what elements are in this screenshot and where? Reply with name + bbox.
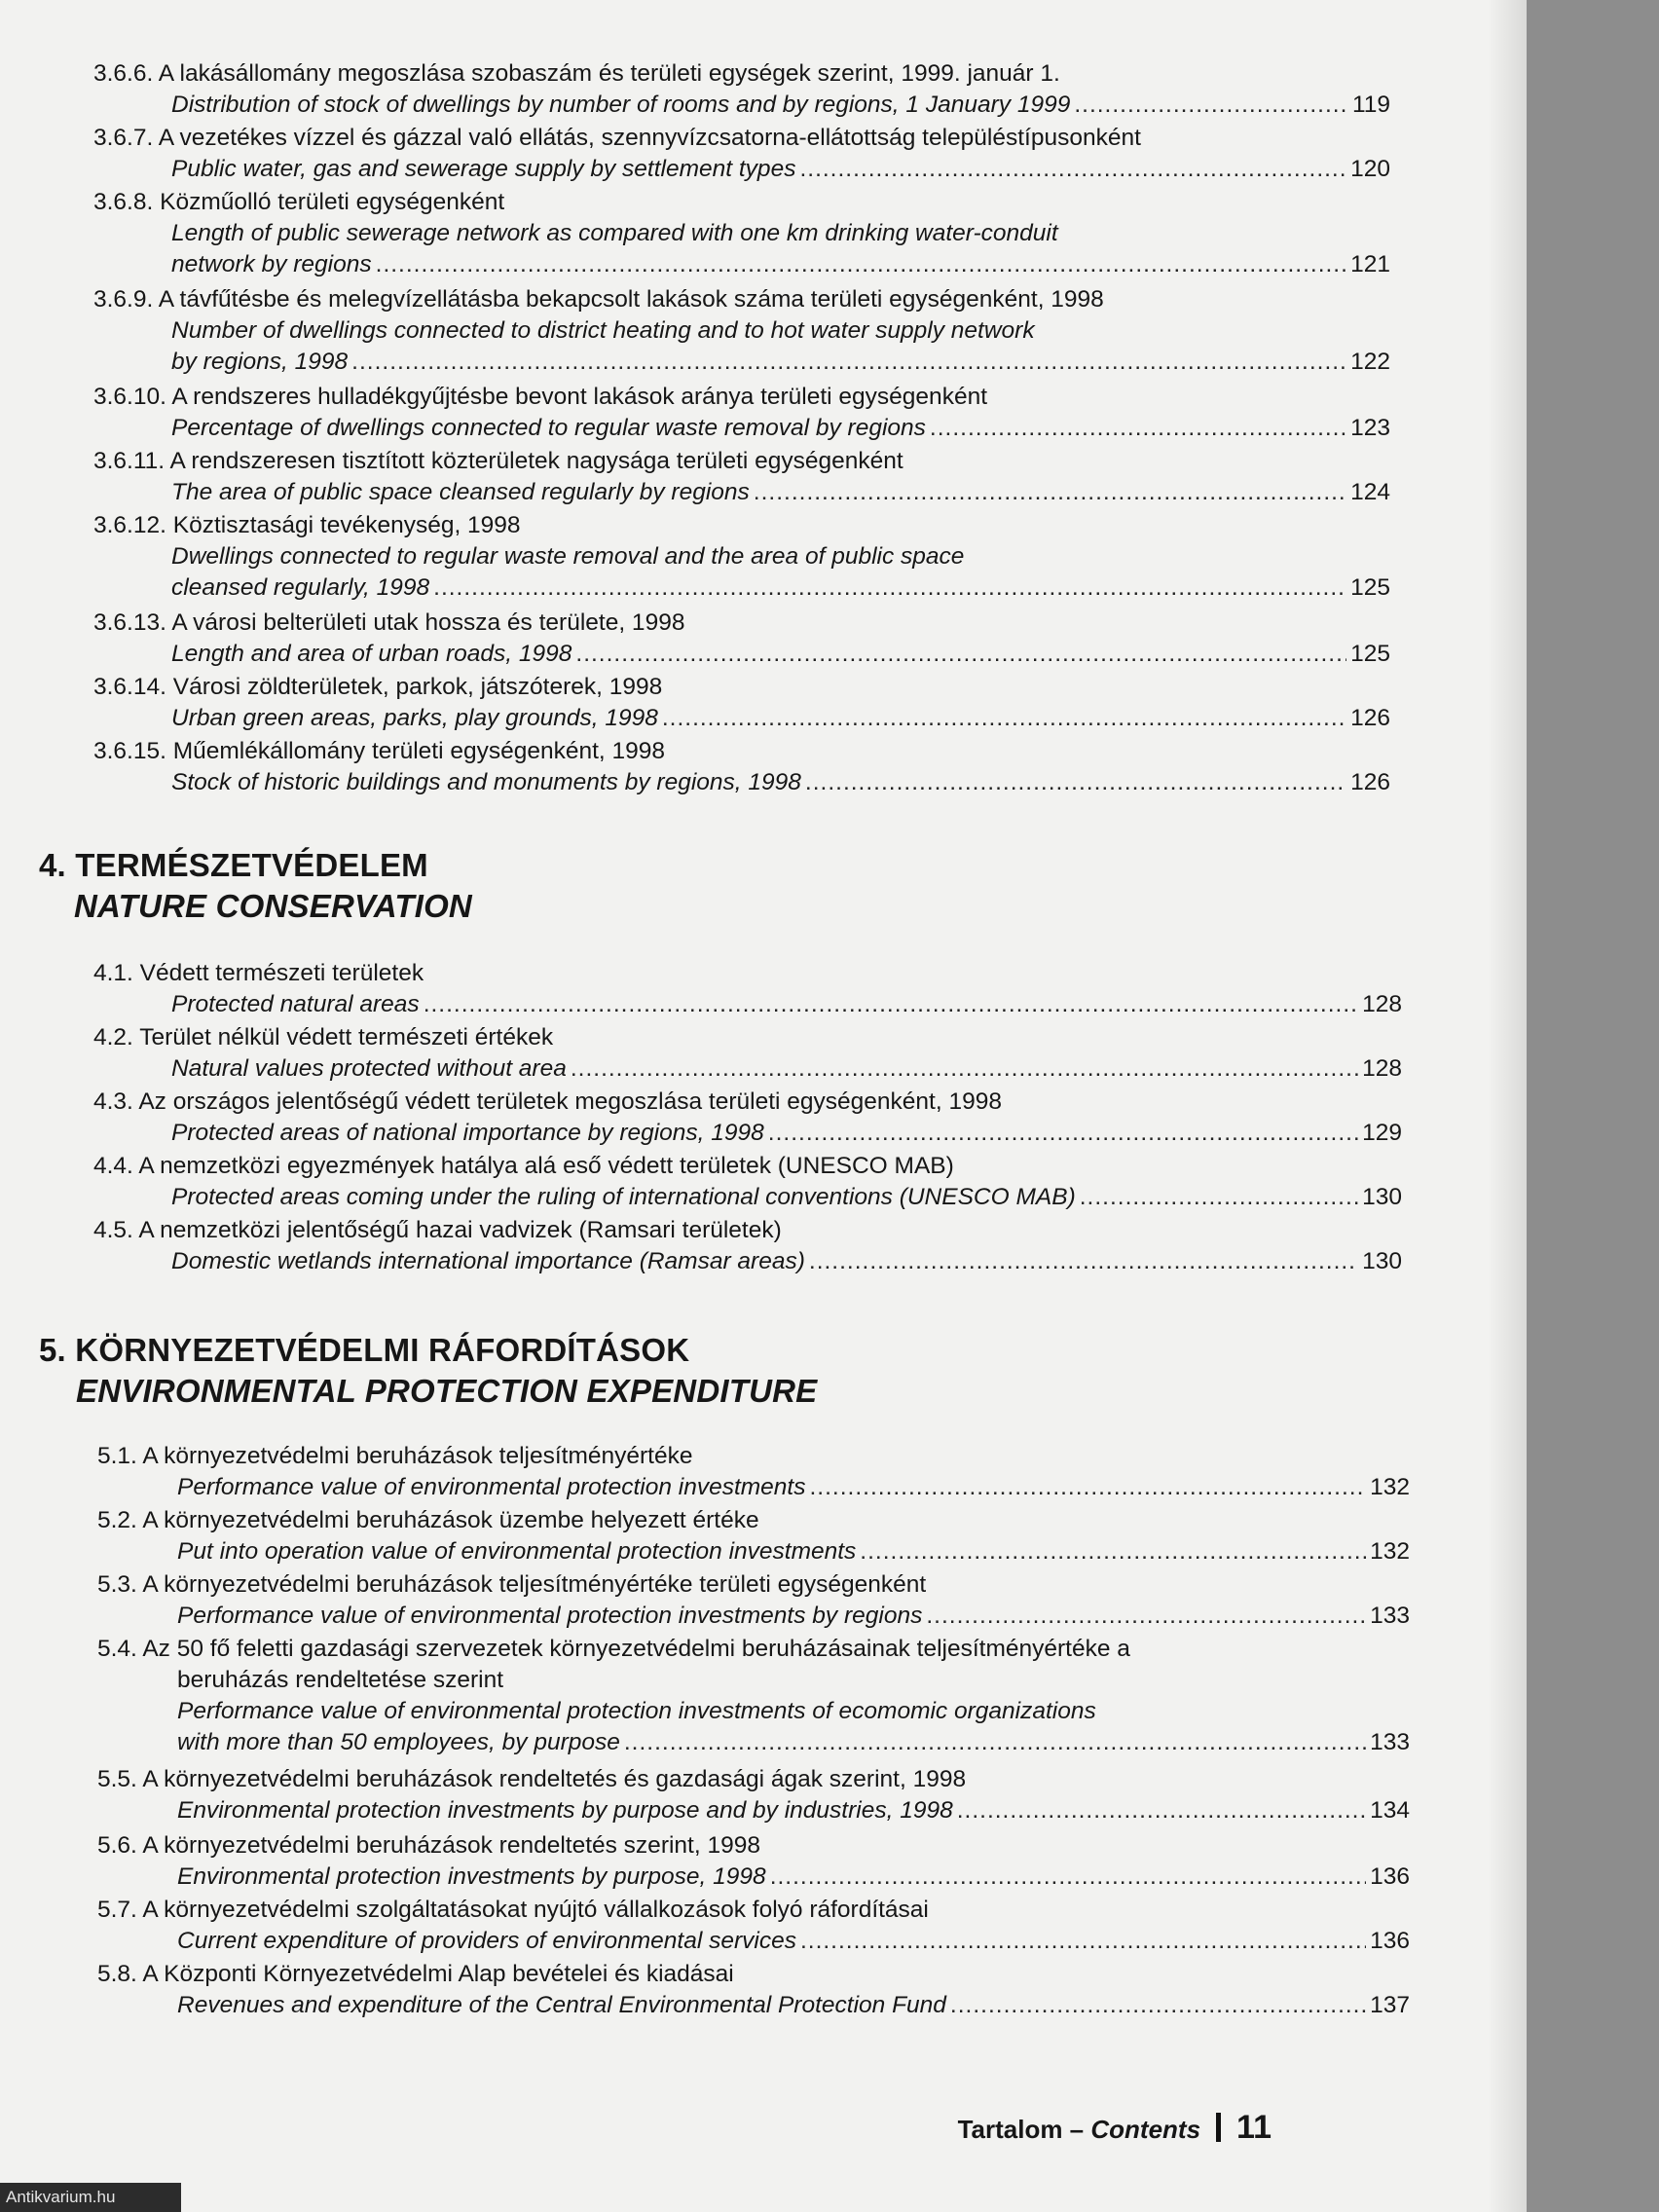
entry-title-hu: 3.6.13. A városi belterületi utak hossza és területe, 1998 (93, 609, 685, 636)
toc-entry-3-6-8 (93, 187, 1390, 280)
entry-title-hu-cont: beruházás rendeltetése szerint (177, 1667, 504, 1693)
toc-entry-4-3 (93, 1087, 1402, 1149)
page-number: 133 (1370, 1603, 1410, 1629)
chapter-heading-5 (39, 1330, 817, 1412)
entry-title-en: Number of dwellings connected to district heating and to hot water supply network (171, 317, 1035, 344)
toc-entry-5-7 (97, 1895, 1410, 1957)
entry-title-hu: 3.6.14. Városi zöldterületek, parkok, játszóterek, 1998 (93, 674, 663, 700)
toc-entry-5-8 (97, 1959, 1410, 2021)
toc-entry-4-2 (93, 1022, 1402, 1085)
entry-title-en: Percentage of dwellings connected to regular waste removal by regions (171, 415, 926, 441)
toc-entry-5-6 (97, 1830, 1410, 1893)
entry-title-hu: 5.7. A környezetvédelmi szolgáltatásokat nyújtó vállalkozások folyó ráfordításai (97, 1897, 929, 1923)
page-number: 121 (1350, 251, 1390, 277)
entry-title-en: Domestic wetlands international importance (Ramsar areas) (171, 1248, 805, 1274)
entry-title-en: Current expenditure of providers of environmental services (177, 1928, 796, 1954)
page-number: 136 (1370, 1863, 1410, 1890)
entry-title-en: Protected areas coming under the ruling of international conventions (UNESCO MAB) (171, 1184, 1076, 1210)
chapter-title-hu: 4. TERMÉSZETVÉDELEM (39, 847, 428, 883)
entry-title-en-cont: with more than 50 employees, by purpose (177, 1729, 620, 1755)
footer-page-number: 11 (1236, 2109, 1272, 2146)
entry-title-hu: 5.2. A környezetvédelmi beruházások üzembe helyezett értéke (97, 1507, 759, 1533)
entry-title-hu: 3.6.11. A rendszeresen tisztított közterületek nagysága területi egységenként (93, 448, 903, 474)
toc-entry-3-6-13 (93, 608, 1390, 670)
page-number: 128 (1362, 991, 1402, 1017)
entry-title-en: Performance value of environmental protection investments (177, 1474, 806, 1500)
entry-title-en: Environmental protection investments by purpose and by industries, 1998 (177, 1797, 953, 1824)
page-number: 125 (1350, 574, 1390, 601)
chapter-title-en: ENVIRONMENTAL PROTECTION EXPENDITURE (76, 1373, 818, 1409)
page-footer (958, 2109, 1272, 2147)
toc-entry-4-4 (93, 1151, 1402, 1213)
entry-title-hu: 5.4. Az 50 fő feletti gazdasági szervezetek környezetvédelmi beruházásainak teljesítményértéke a (97, 1636, 1130, 1662)
page-number: 122 (1350, 349, 1390, 375)
entry-title-hu: 5.5. A környezetvédelmi beruházások rendeltetés és gazdasági ágak szerint, 1998 (97, 1766, 967, 1792)
entry-title-en: Stock of historic buildings and monuments by regions, 1998 (171, 769, 801, 795)
toc-entry-5-1 (97, 1441, 1410, 1503)
page-number: 129 (1362, 1120, 1402, 1146)
entry-title-en: The area of public space cleansed regularly by regions (171, 479, 750, 505)
entry-title-en: Put into operation value of environmental protection investments (177, 1538, 857, 1565)
toc-entry-3-6-14 (93, 672, 1390, 734)
entry-title-en-cont: by regions, 1998 (171, 349, 349, 375)
toc-entry-5-4 (97, 1634, 1410, 1758)
toc-entry-4-1 (93, 958, 1402, 1020)
toc-entry-3-6-10 (93, 382, 1390, 444)
entry-title-en: Length of public sewerage network as compared with one km drinking water-conduit (171, 220, 1058, 246)
entry-title-en-cont: network by regions (171, 251, 372, 277)
entry-title-hu: 4.2. Terület nélkül védett természeti értékek (93, 1024, 554, 1051)
page-number: 134 (1370, 1797, 1410, 1824)
entry-title-hu: 3.6.6. A lakásállomány megoszlása szobaszám és területi egységek szerint, 1999. január 1. (93, 60, 1060, 87)
page-number: 130 (1362, 1248, 1402, 1274)
entry-title-en: Environmental protection investments by purpose, 1998 (177, 1863, 766, 1890)
page-number: 120 (1350, 156, 1390, 182)
entry-title-en: Length and area of urban roads, 1998 (171, 641, 572, 667)
entry-title-en: Urban green areas, parks, play grounds, 1998 (171, 705, 658, 731)
page-number: 125 (1350, 641, 1390, 667)
page-number: 124 (1350, 479, 1390, 505)
entry-title-en: Natural values protected without area (171, 1055, 567, 1082)
entry-title-hu: 3.6.8. Közműolló területi egységenként (93, 189, 505, 215)
toc-entry-5-5 (97, 1764, 1410, 1826)
page-number: 123 (1350, 415, 1390, 441)
page-number: 136 (1370, 1928, 1410, 1954)
entry-title-hu: 4.4. A nemzetközi egyezmények hatálya alá eső védett területek (UNESCO MAB) (93, 1153, 954, 1179)
toc-entry-3-6-12 (93, 510, 1390, 604)
page-number: 126 (1350, 769, 1390, 795)
entry-title-en: Dwellings connected to regular waste removal and the area of public space (171, 543, 965, 570)
footer-label-en: Contents (1090, 2115, 1201, 2144)
toc-entry-3-6-11 (93, 446, 1390, 508)
chapter-title-hu: 5. KÖRNYEZETVÉDELMI RÁFORDÍTÁSOK (39, 1332, 690, 1368)
page-number: 130 (1362, 1184, 1402, 1210)
entry-title-en: Revenues and expenditure of the Central Environmental Protection Fund (177, 1992, 946, 2018)
toc-entry-5-2 (97, 1505, 1410, 1567)
entry-title-en: Performance value of environmental protection investments of ecomomic organizations (177, 1698, 1096, 1724)
entry-title-hu: 4.3. Az országos jelentőségű védett területek megoszlása területi egységenként, 1998 (93, 1088, 1002, 1115)
entry-title-en: Protected natural areas (171, 991, 420, 1017)
entry-title-hu: 4.5. A nemzetközi jelentőségű hazai vadvizek (Ramsari területek) (93, 1217, 782, 1243)
entry-title-hu: 3.6.7. A vezetékes vízzel és gázzal való ellátás, szennyvízcsatorna-ellátottság településtípusonként (93, 125, 1141, 151)
toc-entry-3-6-6 (93, 58, 1390, 121)
toc-entry-3-6-15 (93, 736, 1390, 798)
page-number: 137 (1370, 1992, 1410, 2018)
entry-title-en: Performance value of environmental protection investments by regions (177, 1603, 923, 1629)
page-number: 119 (1351, 92, 1390, 118)
footer-divider (1216, 2113, 1221, 2142)
toc-entry-4-5 (93, 1215, 1402, 1277)
watermark: Antikvarium.hu (0, 2183, 181, 2212)
entry-title-en: Distribution of stock of dwellings by number of rooms and by regions, 1 January 1999 (171, 92, 1071, 118)
page-number: 132 (1370, 1538, 1410, 1565)
page-number: 133 (1370, 1729, 1410, 1755)
page-number: 132 (1370, 1474, 1410, 1500)
page-number: 126 (1350, 705, 1390, 731)
toc-entry-3-6-7 (93, 123, 1390, 185)
entry-title-en: Protected areas of national importance by regions, 1998 (171, 1120, 764, 1146)
entry-title-hu: 5.8. A Központi Környezetvédelmi Alap bevételei és kiadásai (97, 1961, 734, 1987)
entry-title-en-cont: cleansed regularly, 1998 (171, 574, 430, 601)
entry-title-hu: 5.6. A környezetvédelmi beruházások rendeltetés szerint, 1998 (97, 1832, 760, 1859)
entry-title-hu: 3.6.9. A távfűtésbe és melegvízellátásba bekapcsolt lakások száma területi egységenként, 1998 (93, 286, 1104, 313)
footer-label-hu: Tartalom – (957, 2115, 1085, 2144)
entry-title-hu: 4.1. Védett természeti területek (93, 960, 424, 986)
entry-title-en: Public water, gas and sewerage supply by settlement types (171, 156, 796, 182)
toc-entry-5-3 (97, 1569, 1410, 1632)
page-number: 128 (1362, 1055, 1402, 1082)
toc-entry-3-6-9 (93, 284, 1390, 378)
entry-title-hu: 5.3. A környezetvédelmi beruházások teljesítményértéke területi egységenként (97, 1571, 927, 1598)
entry-title-hu: 3.6.10. A rendszeres hulladékgyűjtésbe bevont lakások aránya területi egységenként (93, 384, 987, 410)
entry-title-hu: 3.6.12. Köztisztasági tevékenység, 1998 (93, 512, 521, 538)
entry-title-hu: 5.1. A környezetvédelmi beruházások teljesítményértéke (97, 1443, 693, 1469)
chapter-heading-4 (39, 845, 472, 927)
entry-title-hu: 3.6.15. Műemlékállomány területi egységenként, 1998 (93, 738, 665, 764)
chapter-title-en: NATURE CONSERVATION (74, 888, 472, 924)
